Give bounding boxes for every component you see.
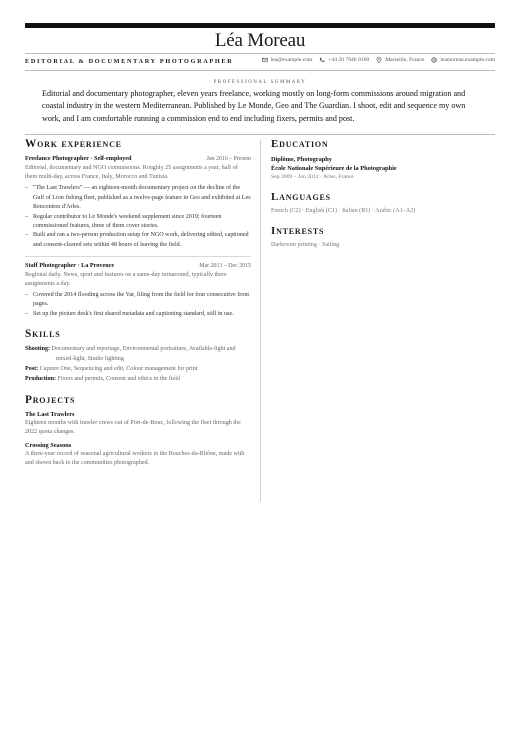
education-degree: Diplôme, Photography xyxy=(271,156,332,163)
contact-phone-text: +44 20 7946 0160 xyxy=(328,57,370,63)
languages-heading: Languages xyxy=(271,191,331,203)
top-accent-bar xyxy=(25,23,495,28)
job-title: Staff Photographer · La Provence xyxy=(25,261,115,269)
job-description: Regional daily. News, sport and features on a same-day turnaround, typically three assignments a day. xyxy=(25,271,227,288)
work-heading: Work experience xyxy=(25,138,122,150)
skills-heading: Skills xyxy=(25,328,61,341)
skill-label: Post: xyxy=(25,365,39,372)
skill-text: Documentary and reportage, Environmental portraiture, Available-light and mixed-light, Studio lighting xyxy=(51,346,236,362)
interests-heading: Interests xyxy=(271,225,325,237)
project-title: The Last Trawlers xyxy=(25,410,75,418)
projects-heading: Projects xyxy=(25,393,76,406)
job-la-provence xyxy=(25,262,251,320)
skill-row-shooting xyxy=(25,345,251,364)
project-description: A three-year record of seasonal agricultural workers in the Bouches-du-Rhône, made with and shown back to the communities photographed. xyxy=(25,450,245,467)
job-bullet: – Set up the picture desk's first shared metadata and captioning standard, still in use. xyxy=(25,310,251,319)
contact-location-text: Marseille, France xyxy=(385,57,425,63)
mail-icon xyxy=(262,57,268,63)
skill-row-post xyxy=(25,365,251,374)
right-column xyxy=(271,138,495,248)
project-title: Crossing Seasons xyxy=(25,441,72,449)
education-institution: École Nationale Supérieure de la Photographie xyxy=(271,165,397,172)
summary-divider xyxy=(25,134,495,135)
job-separator xyxy=(25,256,251,257)
project-description: Eighteen months with trawler crews out of Port-de-Bouc, following the fleet through the 2022 quota changes. xyxy=(25,419,241,435)
job-title: Freelance Photographer · Self-employed xyxy=(25,155,132,162)
column-divider xyxy=(260,140,261,502)
job-bullet: – Regular contributor to Le Monde's weekend supplement since 2019; fourteen commissioned features, three of them cover stories. xyxy=(25,213,251,231)
languages-list: French (C2) · English (C1) · Italian (B1) · Arabic (A1–A2) xyxy=(271,208,416,214)
contact-list xyxy=(262,57,495,63)
job-description: Editorial, documentary and NGO commissions. Roughly 25 assignments a year, half of them multi-day, across France, Italy, Morocco and Tunisia. xyxy=(25,165,238,181)
skill-label: Shooting: xyxy=(25,346,51,353)
phone-icon xyxy=(319,57,325,63)
contact-email[interactable] xyxy=(262,57,313,63)
location-pin-icon xyxy=(376,57,382,63)
job-bullet: – "The Last Trawlers" — an eighteen-month documentary project on the decline of the Gulf of Lion fishing fleet, published as a twelve-page feature in Geo and exhibited at Les Rencontres d'Arles. xyxy=(25,184,251,212)
job-bullet: – Covered the 2014 flooding across the Var, filing from the field for four consecutive front pages. xyxy=(25,291,251,309)
job-freelance xyxy=(25,155,251,250)
contact-email-text: lea@example.com xyxy=(270,57,313,63)
contact-website-text: leamoreau.example.com xyxy=(440,57,495,63)
skill-row-production xyxy=(25,375,251,384)
interests-list: Darkroom printing · Sailing xyxy=(271,242,340,248)
summary-text: Editorial and documentary photographer, eleven years freelance, working mostly on long-form commissions around migration and coastal industry in the western Mediterranean. Published by Le Monde, Geo and The Guardian. I shoot, edit and sequence my own work, and I am comfortable running a commission end to end including fixers, permits and post. xyxy=(42,89,466,123)
headline: EDITORIAL & DOCUMENTARY PHOTOGRAPHER xyxy=(25,58,234,65)
header-divider xyxy=(25,53,495,54)
contact-divider xyxy=(25,70,495,71)
education-meta: Sep 2009 – Jun 2012 · Arles, France xyxy=(271,174,354,180)
left-column xyxy=(25,138,251,473)
summary-label: PROFESSIONAL SUMMARY xyxy=(213,80,307,85)
skill-text: Fixers and permits, Consent and ethics in the field xyxy=(57,376,180,383)
contact-website[interactable] xyxy=(431,57,495,63)
job-dates: Jan 2016 – Present xyxy=(206,156,251,162)
candidate-name: Léa Moreau xyxy=(214,30,306,51)
contact-location xyxy=(376,57,424,63)
skill-text: Capture One, Sequencing and edit, Colour management for print xyxy=(39,365,198,372)
education-heading: Education xyxy=(271,138,329,150)
skill-label: Production: xyxy=(25,376,57,383)
contact-phone[interactable] xyxy=(319,57,369,63)
globe-icon xyxy=(431,57,437,63)
job-dates: Mar 2013 – Dec 2015 xyxy=(199,262,251,269)
job-bullet: – Built and ran a two-person production setup for NGO work, delivering edited, captioned and consent-cleared sets within 48 hours of leaving the field. xyxy=(25,231,251,249)
